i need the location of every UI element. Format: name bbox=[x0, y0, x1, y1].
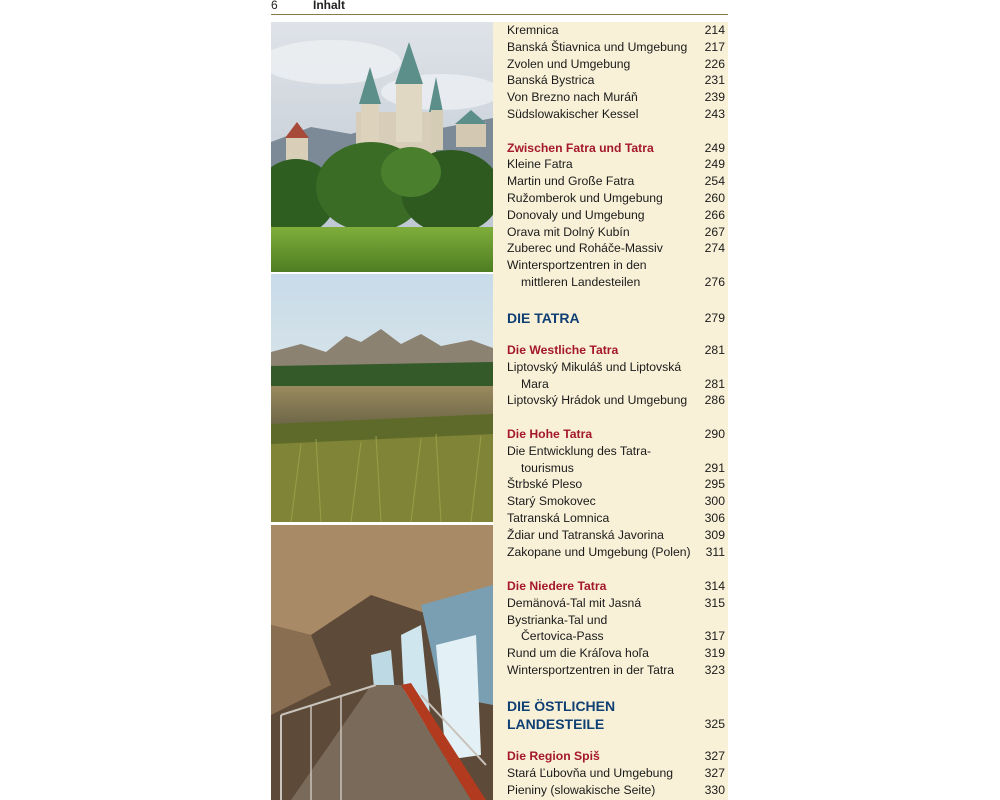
castle-photo bbox=[271, 22, 493, 272]
ice-cave-photo bbox=[271, 525, 493, 800]
table-of-contents: Kremnica 214 Banská Štiavnica und Umgebung 217 Zvolen und Umgebung 226 Banská Bystrica 231 Von Brezno nach Muráň 239 Südslowakischer Kessel 243 Zwischen Fatra und Tatra 249 Kleine Fatra 249 Martin und Große Fatra 254 Ružomberok und Umgebung 260 Donovaly und Umgebung 266 Orava mit Dolný Kubín 267 Zuberec und Roháče-Massiv 274 Wintersportzentren in den mittleren Landesteilen 276 DIE TATRA 279 Die Westliche Tatra 281 Liptovský Mikuláš und Liptovská Mara 281 Liptovský Hrádok und Umgebung 286 Die Hohe Tatra 290 Die Entwicklung des Tatra- tourismus 291 Štrbské Pleso 295 Starý Smokovec 300 Tatranská Lomnica 306 Ždiar und Tatranská Javorina 309 Zakopane und Umgebung (Polen) 311 Die Niedere Tatra 314 Demänová-Tal mit Jasná 315 Bystrianka-Tal und Čertovica-Pass 317 Rund um die Kráľova hoľa 319 Wintersportzentren in der Tatra 323 DIE ÖSTLICHEN LANDESTEILE 325 Die Region Spiš 327 Stará Ľubovňa und Umgebung 327 Pieniny (slowakische Seite) 330 bbox=[493, 22, 728, 800]
page-header bbox=[271, 0, 728, 15]
mountain-lake-photo bbox=[271, 274, 493, 522]
header-section-title: Inhalt bbox=[313, 0, 345, 12]
page-number: 6 bbox=[271, 0, 278, 12]
photo-column bbox=[271, 22, 493, 800]
